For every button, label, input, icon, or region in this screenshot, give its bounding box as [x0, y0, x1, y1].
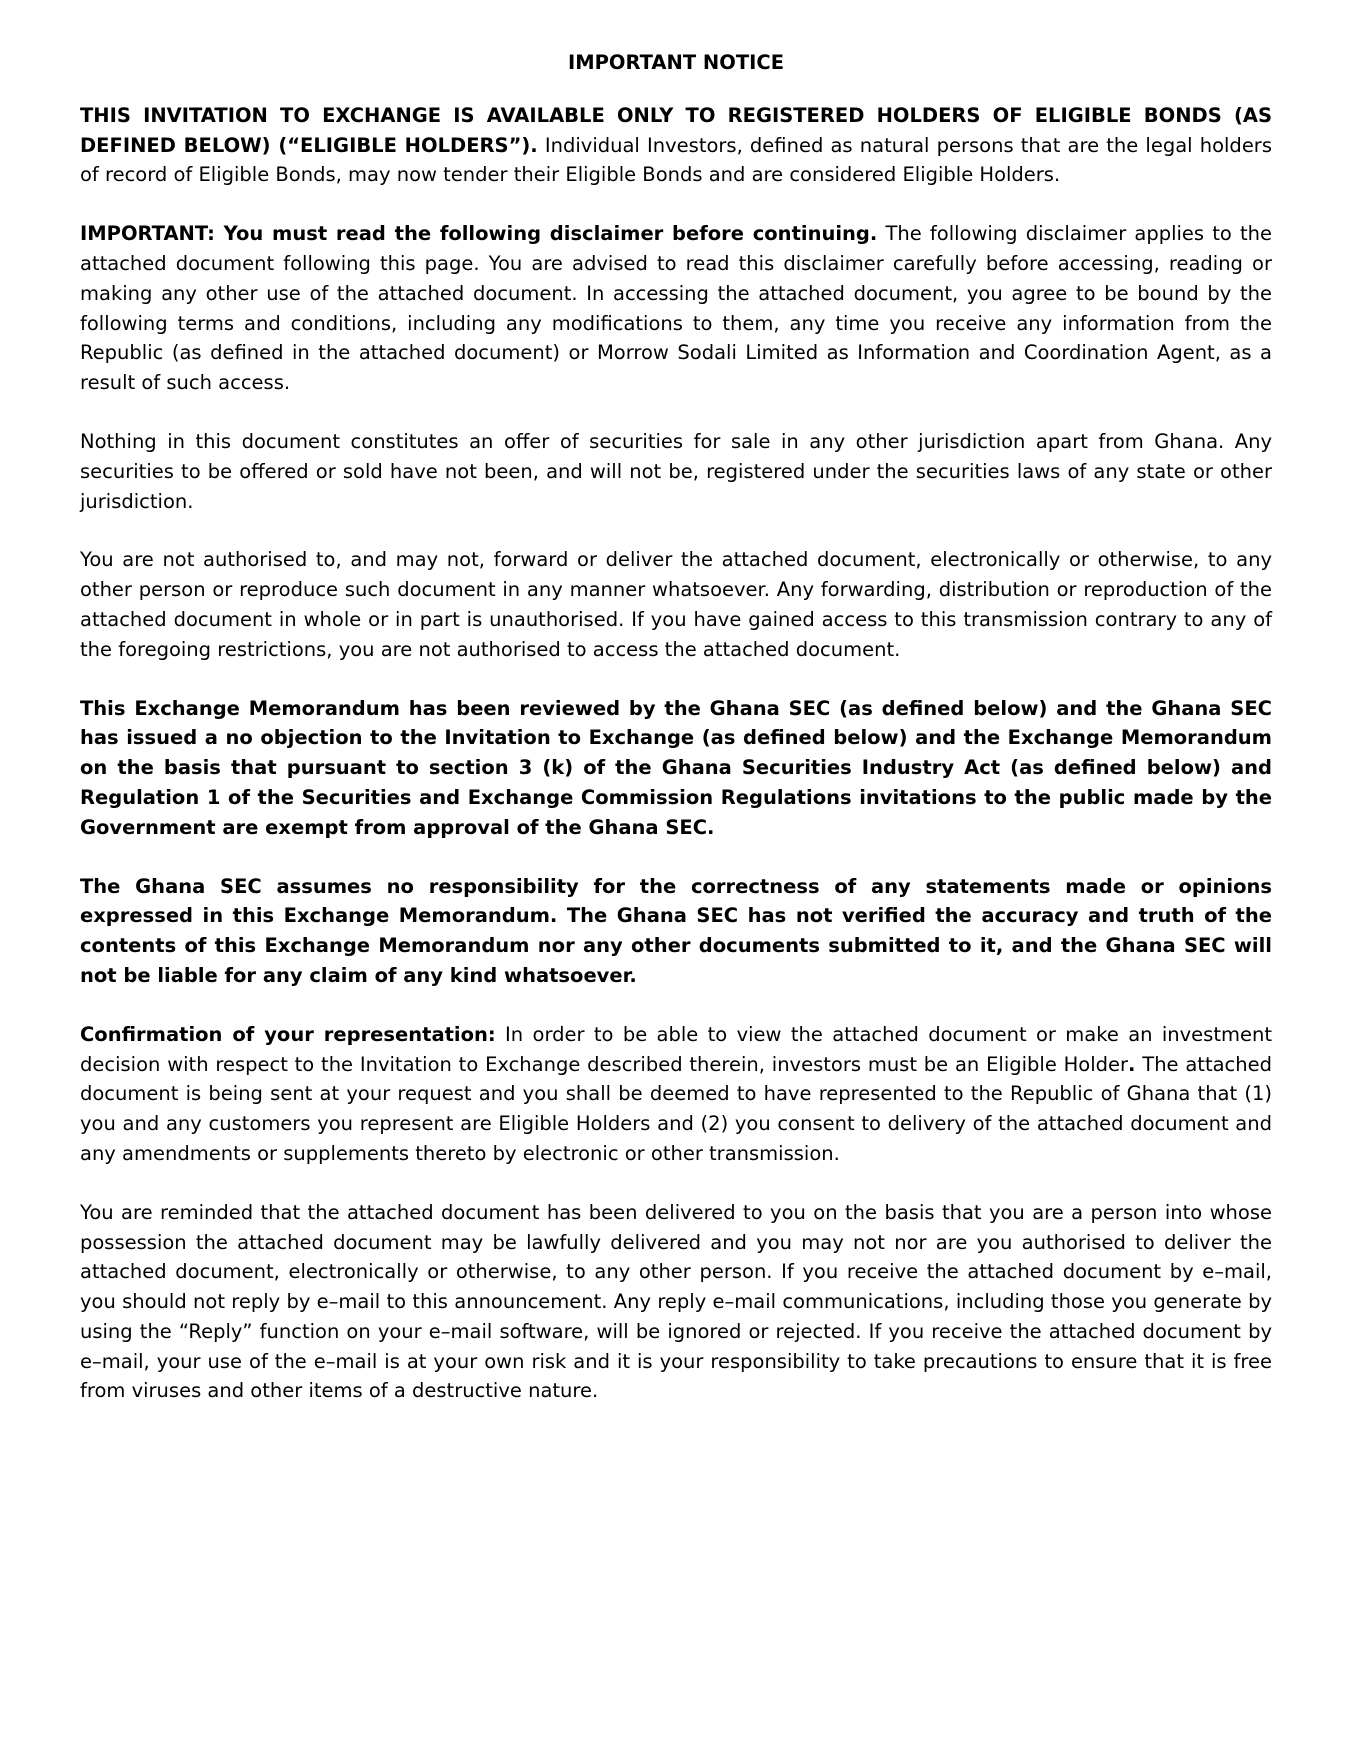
forwarding-paragraph: You are not authorised to, and may not, forward or deliver the attached document, electronically or otherwise, to any other person or reproduce such document in any manner whatsoever. Any forwarding, distribution or reproduction of the attached document in whole or in part is unauthorised. If you have gained access to this transmission contrary to any of the foregoing restrictions, you are not authorised to access the attached document.: [80, 548, 1272, 661]
offer-paragraph: Nothing in this document constitutes an offer of securities for sale in any other jurisdiction apart from Ghana. Any securities to be offered or sold have not been, and will not be, registered under the securities laws of any state or other jurisdiction.: [80, 429, 1272, 513]
document-page: [80, 48, 1272, 1435]
sec-responsibility-paragraph: The Ghana SEC assumes no responsibility for the correctness of any statements made or opinions expressed in this Exchange Memorandum. The Ghana SEC has not verified the accuracy and truth of the contents of this Exchange Memorandum nor any other documents submitted to it, and the Ghana SEC will not be liable for any claim of any kind whatsoever.: [80, 874, 1272, 987]
eligibility-paragraph: [80, 101, 1272, 190]
sec-review-paragraph: This Exchange Memorandum has been reviewed by the Ghana SEC (as defined below) and the Ghana SEC has issued a no objection to the Invitation to Exchange (as defined below) and the Exchange Memorandum on the basis that pursuant to section 3 (k) of the Ghana Securities Industry Act (as defined below) and Regulation 1 of the Securities and Exchange Commission Regulations invitations to the public made by the Government are exempt from approval of the Ghana SEC.: [80, 696, 1272, 839]
confirmation-bold-text: Confirmation of your representation:: [80, 1022, 496, 1046]
reminder-paragraph: You are reminded that the attached document has been delivered to you on the basis that you are a person into whose possession the attached document may be lawfully delivered and you may not nor are you authorised to deliver the attached document, electronically or otherwise, to any other person. If you receive the attached document by e–mail, you should not reply by e–mail to this announcement. Any reply e–mail communications, including those you generate by using the “Reply” function on your e–mail software, will be ignored or rejected. If you receive the attached document by e–mail, your use of the e–mail is at your own risk and it is your responsibility to take precautions to ensure that it is free from viruses and other items of a destructive nature.: [80, 1200, 1272, 1403]
confirmation-paragraph: [80, 1020, 1272, 1169]
eligibility-bold-text: THIS INVITATION TO EXCHANGE IS AVAILABLE ONLY TO REGISTERED HOLDERS OF ELIGIBLE BONDS (AS DEFINED BELOW) (“ELIGIBLE HOLDERS”).: [80, 103, 1272, 157]
disclaimer-text: The following disclaimer applies to the attached document following this page. You are advised to read this disclaimer carefully before accessing, reading or making any other use of the attached document. In accessing the attached document, you agree to be bound by the following terms and conditions, including any modifications to them, any time you receive any information from the Republic (as defined in the attached document) or Morrow Sodali Limited as Information and Coordination Agent, as a result of such access.: [80, 222, 1273, 395]
disclaimer-paragraph: [80, 219, 1272, 398]
disclaimer-bold-text: IMPORTANT: You must read the following disclaimer before continuing.: [80, 222, 878, 246]
confirmation-text: In order to be able to view the attached document or make an investment decision with respect to the Invitation to Exchange described therein, investors must be an Eligible Holder: [80, 1022, 1272, 1076]
page-title: IMPORTANT NOTICE: [567, 51, 785, 74]
confirmation-period: .: [1128, 1052, 1136, 1076]
confirmation-text-continued: The attached document is being sent at your request and you shall be deemed to have represented to the Republic of Ghana that (1) you and any customers you represent are Eligible Holders and (2) you consent to delivery of the attached document and any amendments or supplements thereto by electronic or other transmission.: [80, 1052, 1272, 1165]
eligibility-text: Individual Investors, defined as natural persons that are the legal holders of record of Eligible Bonds, may now tender their Eligible Bonds and are considered Eligible Holders.: [80, 133, 1272, 187]
